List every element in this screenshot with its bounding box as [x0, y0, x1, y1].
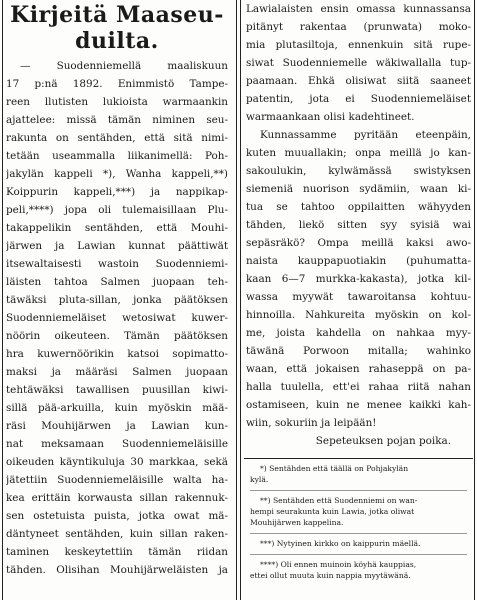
article-body-left [4, 57, 230, 579]
text-line: tähden. Olisihan Mouhijärweläisten ja [6, 564, 228, 576]
text-line: jakylän kappeli *), Wanha kappeli,**) [6, 168, 228, 180]
text-line: wassa myywät tawaroitansa kohtuu- [246, 291, 471, 303]
text-line: sen ostetuista puista, jotka owat mä- [6, 510, 228, 522]
text-line: takappelikin sentähden, että Mouhi- [6, 222, 228, 234]
footnote-divider [250, 554, 467, 555]
text-line: rakunta on sentähden, että sitä nimi- [6, 132, 228, 144]
footnote-line: Mouhijärwen kappelina. [250, 518, 344, 527]
article-body-right [244, 0, 473, 126]
text-line: naista kauppapuotiakin (puhumatta- [246, 255, 471, 267]
footnote-divider [250, 533, 467, 534]
footnote [244, 495, 473, 528]
column-rule-right [474, 0, 475, 600]
footnote-line: ***) Nytyinen kirkko on kaippurin mäellä. [260, 539, 421, 548]
footnotes [244, 458, 473, 586]
text-line: Koippurin kappeli,***) ja nappikap- [6, 186, 228, 198]
text-line: kaan 6—7 murkka-kakasta), jotka kil- [246, 273, 471, 285]
text-line: jätettiin Suodenniemeläisille walta ha- [6, 474, 228, 486]
text-line: wiin, sokuriin ja leipään! [246, 417, 377, 429]
text-line: sepäsräkö? Ompa meillä kaksi awo- [246, 237, 471, 249]
text-line: läisten tahtoa Salmen juopaan teh- [6, 276, 228, 288]
text-line: sakoulukin, kylwämässä swistyksen [246, 165, 471, 177]
text-line: pitänyt rakentaa (prunwata) moko- [246, 21, 471, 33]
text-line: kea erittäin korwausta sillan rakennuk- [6, 492, 228, 504]
text-line: ostamiseen, kuin ne menee kaikki kah- [246, 399, 471, 411]
text-line: siemeniä nuorison sydämiin, waan ki- [246, 183, 471, 195]
text-line: däntyneet sentähden, kuin sillan raken- [6, 528, 228, 540]
column-rule-middle-a [236, 0, 237, 600]
footnote [244, 538, 473, 549]
text-line: waan, että jokaisen rahaseppä on pa- [246, 363, 471, 375]
footnote-line: kylä. [250, 475, 269, 484]
text-line: paamaan. Ehkä olisiwat siitä saaneet [246, 75, 471, 87]
heading-line: Kirjeitä Maaseu- [10, 2, 224, 28]
left-column [4, 0, 230, 600]
text-line: tetään useammalla liikanimellä: Poh- [6, 150, 228, 162]
text-line: oikeuden käyntikuluja 30 markkaa, sekä [6, 456, 228, 468]
text-line: kuten muuallakin; onpa meillä jo kan- [246, 147, 471, 159]
text-line: warmaankaan olisi kadehtineet. [246, 111, 415, 123]
footnote-line: **) Sentähden että Suodenniemi on wan- [260, 496, 418, 505]
article-body-right-paragraph-2 [244, 126, 473, 432]
text-line: patentin, jota ei Suodenniemeläiset [246, 93, 471, 105]
text-line: hinnoilla. Nahkureita myöskin on kol- [246, 309, 471, 321]
text-line: tehtäwäksi tawallisen puusillan kiwi- [6, 384, 228, 396]
text-line: mia plutasiltoja, ennenkuin sitä rupe- [246, 39, 471, 51]
text-line: — Suodenniemellä maaliskuun [20, 60, 228, 72]
text-line: tähden, liekö sitten syy syisiä wai [246, 219, 471, 231]
footnote-line: *) Sentähden että täällä on Pohjakylän [260, 464, 409, 473]
text-line: hra kuwernöörikin katsoi sopimatto- [6, 348, 228, 360]
text-line: Suodenniemeläiset wetosiwat kuwer- [6, 312, 228, 324]
text-line: nat meksamaan Suodenniemeläisille [6, 438, 228, 450]
heading-line: duilta. [75, 28, 159, 54]
footnote-line: ****) Oli ennen muinoin köyhä kauppias, [260, 560, 417, 569]
footnote [244, 559, 473, 581]
text-line: tua se tahtoo oppilaitten wähyyden [246, 201, 471, 213]
text-line: täwänä Porwoon mitalla; wahinko [246, 345, 471, 357]
text-line: Kunnassamme pyritään eteenpäin, [260, 129, 471, 141]
text-line: 17 p:nä 1892. Enimmistö Tampe- [6, 78, 228, 90]
text-line: Lawialaisten ensin omassa kunnassansa [246, 3, 471, 15]
text-line: peli,****) jopa oli tulemaisillaan Plu- [6, 204, 228, 216]
article-signature: Sepeteuksen pojan poika. [315, 435, 451, 447]
footnote [244, 463, 473, 485]
text-line: me, joista kahdella on nahkaa myy- [246, 327, 471, 339]
column-rule-middle-b [240, 0, 241, 600]
text-line: täwäksi pluta-sillan, jonka päätöksen [6, 294, 228, 306]
text-line: ajattelee: missä tämän niminen seu- [6, 114, 228, 126]
text-line: järwen ja Lawian kunnat päättiwät [6, 240, 228, 252]
column-rule-left [2, 0, 3, 600]
text-line: itsewaltaisesti wastoin Suodenniemi- [6, 258, 228, 270]
text-line: sillä pää-arkuilla, kuin myöskin mää- [6, 402, 228, 414]
text-line: nöörin oikeuteen. Tämän päätöksen [6, 330, 228, 342]
footnote-line: ettei ollut muuta kuin nappia myytäwänä. [250, 571, 411, 580]
text-line: halla tuulella, ett'ei rahaa riitä nahan [246, 381, 471, 393]
footnote-divider [250, 490, 467, 491]
text-line: reen llutisten lukioista warmaankin [6, 96, 228, 108]
right-column [244, 0, 473, 600]
footnote-line: hempi seurakunta kuin Lawia, jotka oliwat [250, 507, 415, 516]
text-line: siwat Suodenniemelle wäkiwallalla tup- [246, 57, 471, 69]
text-line: taminen keskeytettiin tämän riidan [6, 546, 228, 558]
text-line: räsi Mouhijärwen ja Lawian kun- [6, 420, 228, 432]
text-line: maksi ja määräsi Salmen juopaan [6, 366, 228, 378]
article-heading [4, 2, 230, 54]
